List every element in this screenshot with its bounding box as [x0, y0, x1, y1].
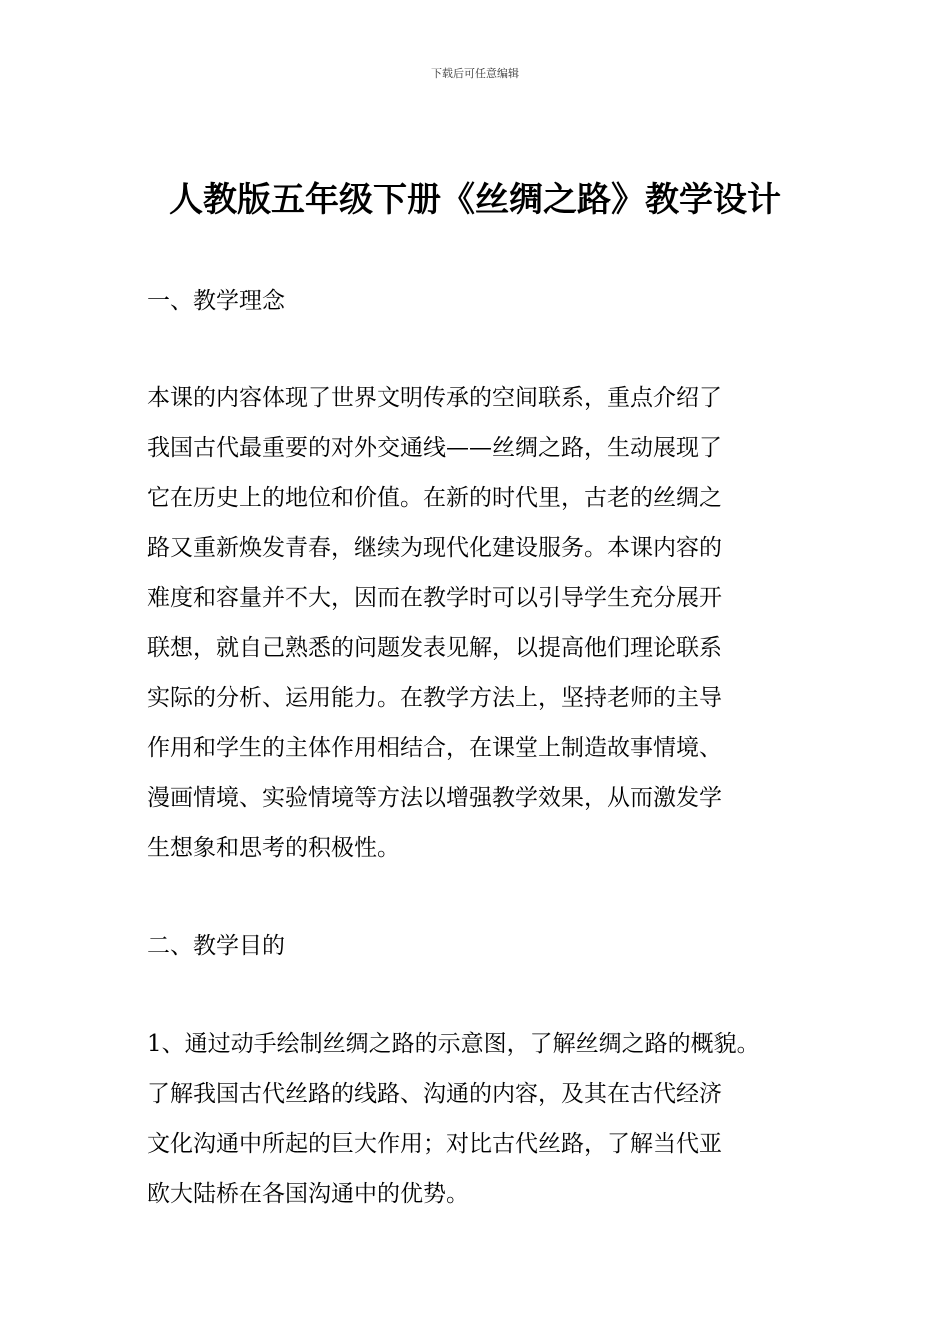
- paragraph-line: 欧大陆桥在各国沟通中的优势。: [147, 1181, 469, 1207]
- paragraph-line: 漫画情境、实验情境等方法以增强教学效果，从而激发学: [147, 785, 722, 811]
- paragraph-line: 它在历史上的地位和价值。在新的时代里，古老的丝绸之: [147, 485, 722, 511]
- paragraph-line: 我国古代最重要的对外交通线——丝绸之路，生动展现了: [147, 435, 722, 461]
- paragraph-line: 文化沟通中所起的巨大作用；对比古代丝路，了解当代亚: [147, 1131, 722, 1157]
- paragraph-line: 联想，就自己熟悉的问题发表见解，以提高他们理论联系: [147, 635, 722, 661]
- document-title: 人教版五年级下册《丝绸之路》教学设计: [169, 180, 781, 220]
- header-note: 下载后可任意编辑: [431, 67, 519, 80]
- section-heading-teaching-philosophy: 一、教学理念: [147, 288, 285, 314]
- paragraph-teaching-philosophy: [147, 373, 847, 873]
- section-heading-teaching-objectives: 二、教学目的: [147, 933, 285, 959]
- paragraph-line: 难度和容量并不大，因而在教学时可以引导学生充分展开: [147, 585, 722, 611]
- paragraph-line: 了解我国古代丝路的线路、沟通的内容，及其在古代经济: [147, 1081, 722, 1107]
- paragraph-line: 路又重新焕发青春，继续为现代化建设服务。本课内容的: [147, 535, 722, 561]
- paragraph-line: 1、通过动手绘制丝绸之路的示意图，了解丝绸之路的概貌。: [147, 1031, 760, 1057]
- paragraph-line: 本课的内容体现了世界文明传承的空间联系，重点介绍了: [147, 385, 722, 411]
- paragraph-teaching-objectives: [147, 1019, 847, 1219]
- paragraph-line: 生想象和思考的积极性。: [147, 835, 400, 861]
- paragraph-line: 实际的分析、运用能力。在教学方法上，坚持老师的主导: [147, 685, 722, 711]
- paragraph-line: 作用和学生的主体作用相结合，在课堂上制造故事情境、: [147, 735, 722, 761]
